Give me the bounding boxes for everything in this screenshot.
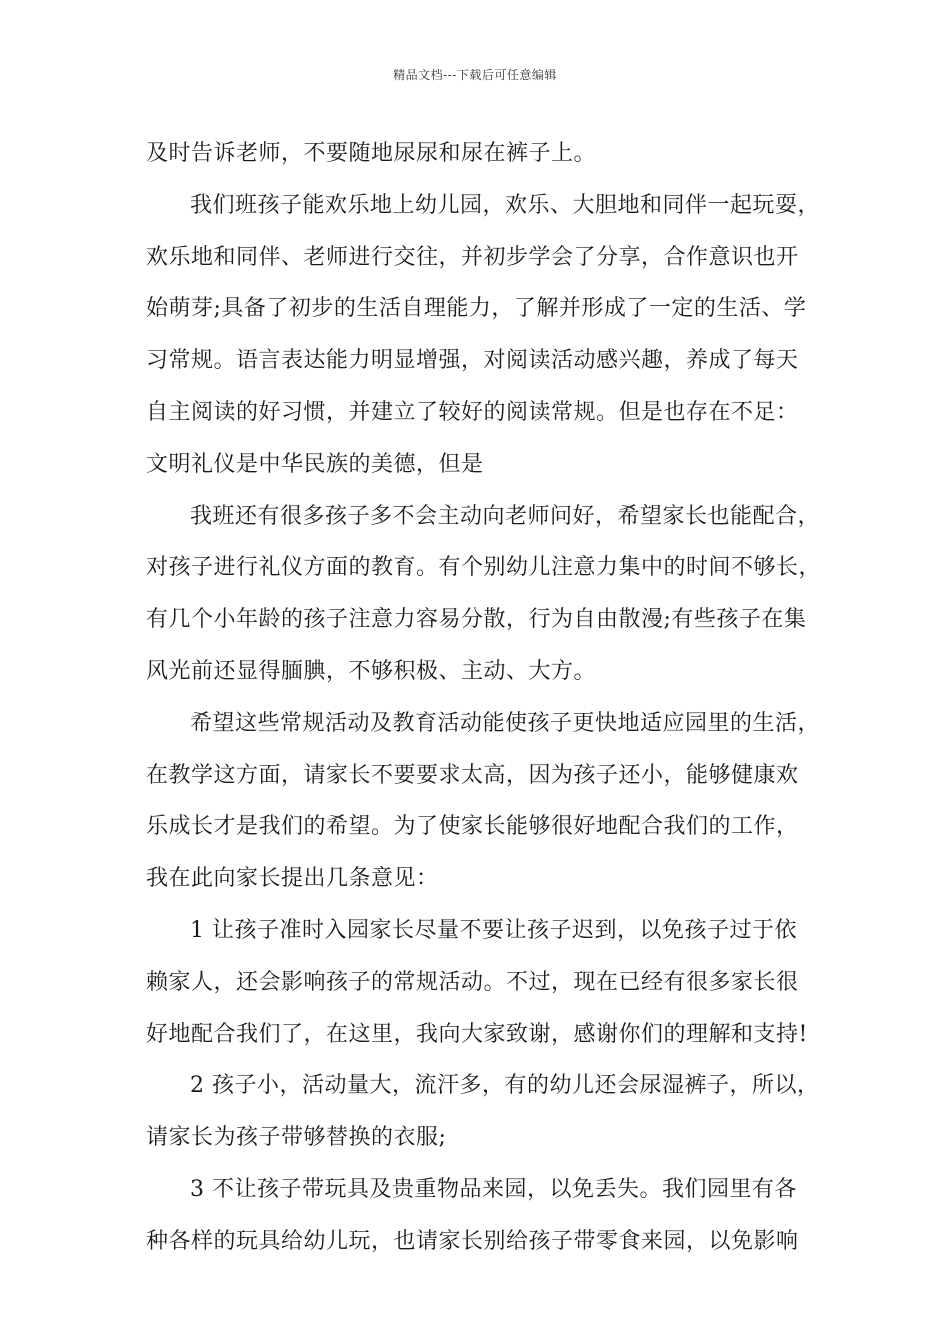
text-line: 习常规。语言表达能力明显增强，对阅读活动感兴趣，养成了每天 xyxy=(146,348,799,374)
text-line: 好地配合我们了，在这里，我向大家致谢，感谢你们的理解和支持! xyxy=(146,1021,808,1047)
text-line: 在教学这方面，请家长不要要求太高，因为孩子还小，能够健康欢 xyxy=(146,762,799,788)
text-line: 自主阅读的好习惯，并建立了较好的阅读常规。但是也存在不足： xyxy=(146,399,799,425)
text-line: 赖家人，还会影响孩子的常规活动。不过，现在已经有很多家长很 xyxy=(146,969,799,995)
text-line: 我在此向家长提出几条意见： xyxy=(146,866,439,892)
text-line: 文明礼仪是中华民族的美德，但是 xyxy=(146,451,484,477)
text-line: 风光前还显得腼腆，不够积极、主动、大方。 xyxy=(146,658,597,684)
text-line: 希望这些常规活动及教育活动能使孩子更快地适应园里的生活， xyxy=(190,710,821,736)
text-line: 对孩子进行礼仪方面的教育。有个别幼儿注意力集中的时间不够长， xyxy=(146,555,822,581)
text-line: 我们班孩子能欢乐地上幼儿园，欢乐、大胆地和同伴一起玩耍， xyxy=(190,192,821,218)
text-line: 请家长为孩子带够替换的衣服; xyxy=(146,1125,447,1151)
text-line: 始萌芽;具备了初步的生活自理能力，了解并形成了一定的生活、学 xyxy=(146,296,807,322)
text-line: 乐成长才是我们的希望。为了使家长能够很好地配合我们的工作， xyxy=(146,814,799,840)
text-line: 1 让孩子准时入园家长尽量不要让孩子迟到，以免孩子过于依 xyxy=(190,917,797,943)
page-header: 精品文档---下载后可任意编辑 xyxy=(393,68,557,82)
text-line: 种各样的玩具给幼儿玩，也请家长别给孩子带零食来园，以免影响 xyxy=(146,1228,799,1254)
text-line: 2 孩子小，活动量大，流汗多，有的幼儿还会尿湿裤子，所以， xyxy=(190,1073,820,1099)
text-line: 欢乐地和同伴、老师进行交往，并初步学会了分享，合作意识也开 xyxy=(146,244,799,270)
text-line: 我班还有很多孩子多不会主动向老师问好，希望家长也能配合， xyxy=(190,503,821,529)
document-body xyxy=(146,128,836,1268)
text-line: 及时告诉老师，不要随地尿尿和尿在裤子上。 xyxy=(146,141,597,166)
text-line: 3 不让孩子带玩具及贵重物品来园，以免丢失。我们园里有各 xyxy=(190,1176,797,1202)
text-line: 有几个小年龄的孩子注意力容易分散，行为自由散漫;有些孩子在集 xyxy=(146,607,807,633)
